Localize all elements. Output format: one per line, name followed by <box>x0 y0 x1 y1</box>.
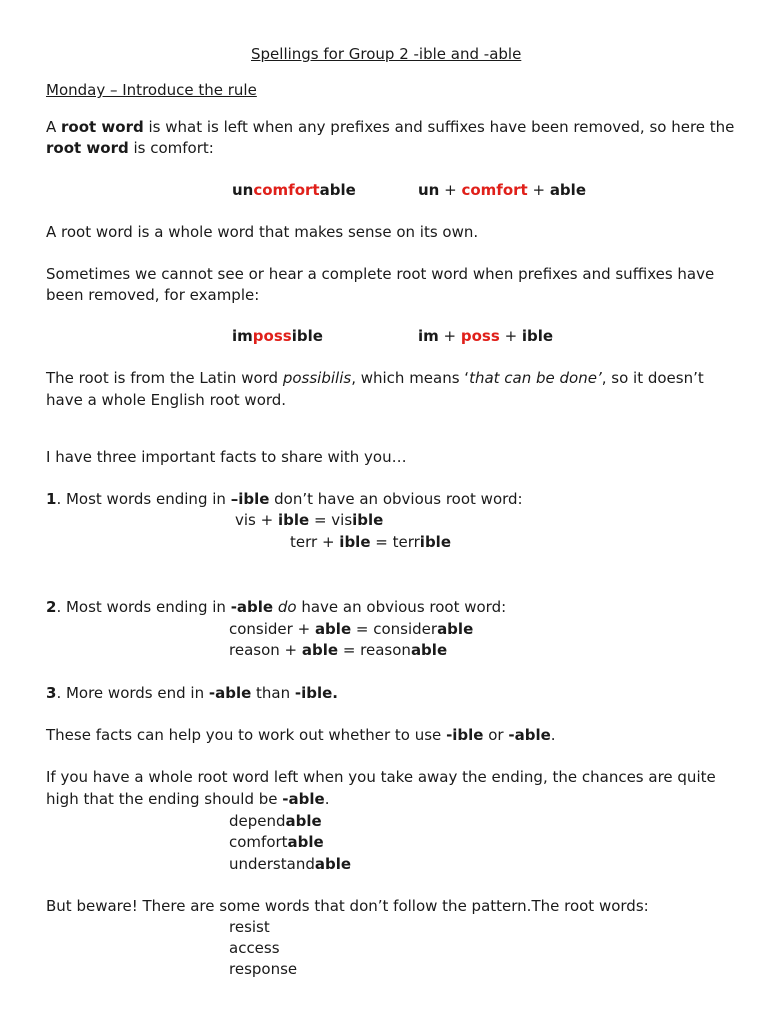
paragraph-whole-root-line2: high that the ending should be -able. <box>46 790 330 808</box>
paragraph-whole-root-line1: If you have a whole root word left when you take away the ending, the chances are quite <box>46 768 716 786</box>
example-split-uncomfortable: un + comfort + able <box>418 181 586 199</box>
list-item-dependable: dependable <box>229 812 322 830</box>
paragraph-three-facts: I have three important facts to share with you… <box>46 448 407 466</box>
fact-2-example-reasonable: reason + able = reasonable <box>229 641 448 659</box>
paragraph-latin-line2: have a whole English root word. <box>46 391 287 409</box>
list-item-comfortable: comfortable <box>229 833 324 851</box>
list-item-resist: resist <box>229 918 270 936</box>
fact-2: 2. Most words ending in -able do have an obvious root word: <box>46 598 507 616</box>
list-item-access: access <box>229 939 280 957</box>
section-heading: Monday – Introduce the rule <box>46 81 257 99</box>
paragraph-beware: But beware! There are some words that don’t follow the pattern.The root words: <box>46 897 649 915</box>
list-item-understandable: understandable <box>229 855 352 873</box>
list-item-response: response <box>229 960 298 978</box>
fact-2-example-considerable: consider + able = considerable <box>229 620 474 638</box>
paragraph-latin-line1: The root is from the Latin word possibilis, which means ‘that can be done’, so it doesn’t <box>46 369 704 387</box>
paragraph-these-facts: These facts can help you to work out whether to use -ible or -able. <box>46 726 556 744</box>
paragraph-root-word-line1: A root word is what is left when any prefixes and suffixes have been removed, so here the <box>46 118 735 136</box>
fact-1: 1. Most words ending in –ible don’t have an obvious root word: <box>46 490 523 508</box>
paragraph-sometimes-line2: been removed, for example: <box>46 286 260 304</box>
example-word-uncomfortable: uncomfortable <box>232 181 356 199</box>
document-title: Spellings for Group 2 -ible and -able <box>251 45 522 63</box>
fact-1-example-visible: vis + ible = visible <box>235 511 384 529</box>
example-split-impossible: im + poss + ible <box>418 327 554 345</box>
fact-1-example-terrible: terr + ible = terrible <box>290 533 451 551</box>
example-word-impossible: impossible <box>232 327 323 345</box>
paragraph-root-word-line2: root word is comfort: <box>46 139 214 157</box>
paragraph-definition: A root word is a whole word that makes sense on its own. <box>46 223 479 241</box>
paragraph-sometimes-line1: Sometimes we cannot see or hear a complete root word when prefixes and suffixes have <box>46 265 715 283</box>
fact-3: 3. More words end in -able than -ible. <box>46 684 339 702</box>
